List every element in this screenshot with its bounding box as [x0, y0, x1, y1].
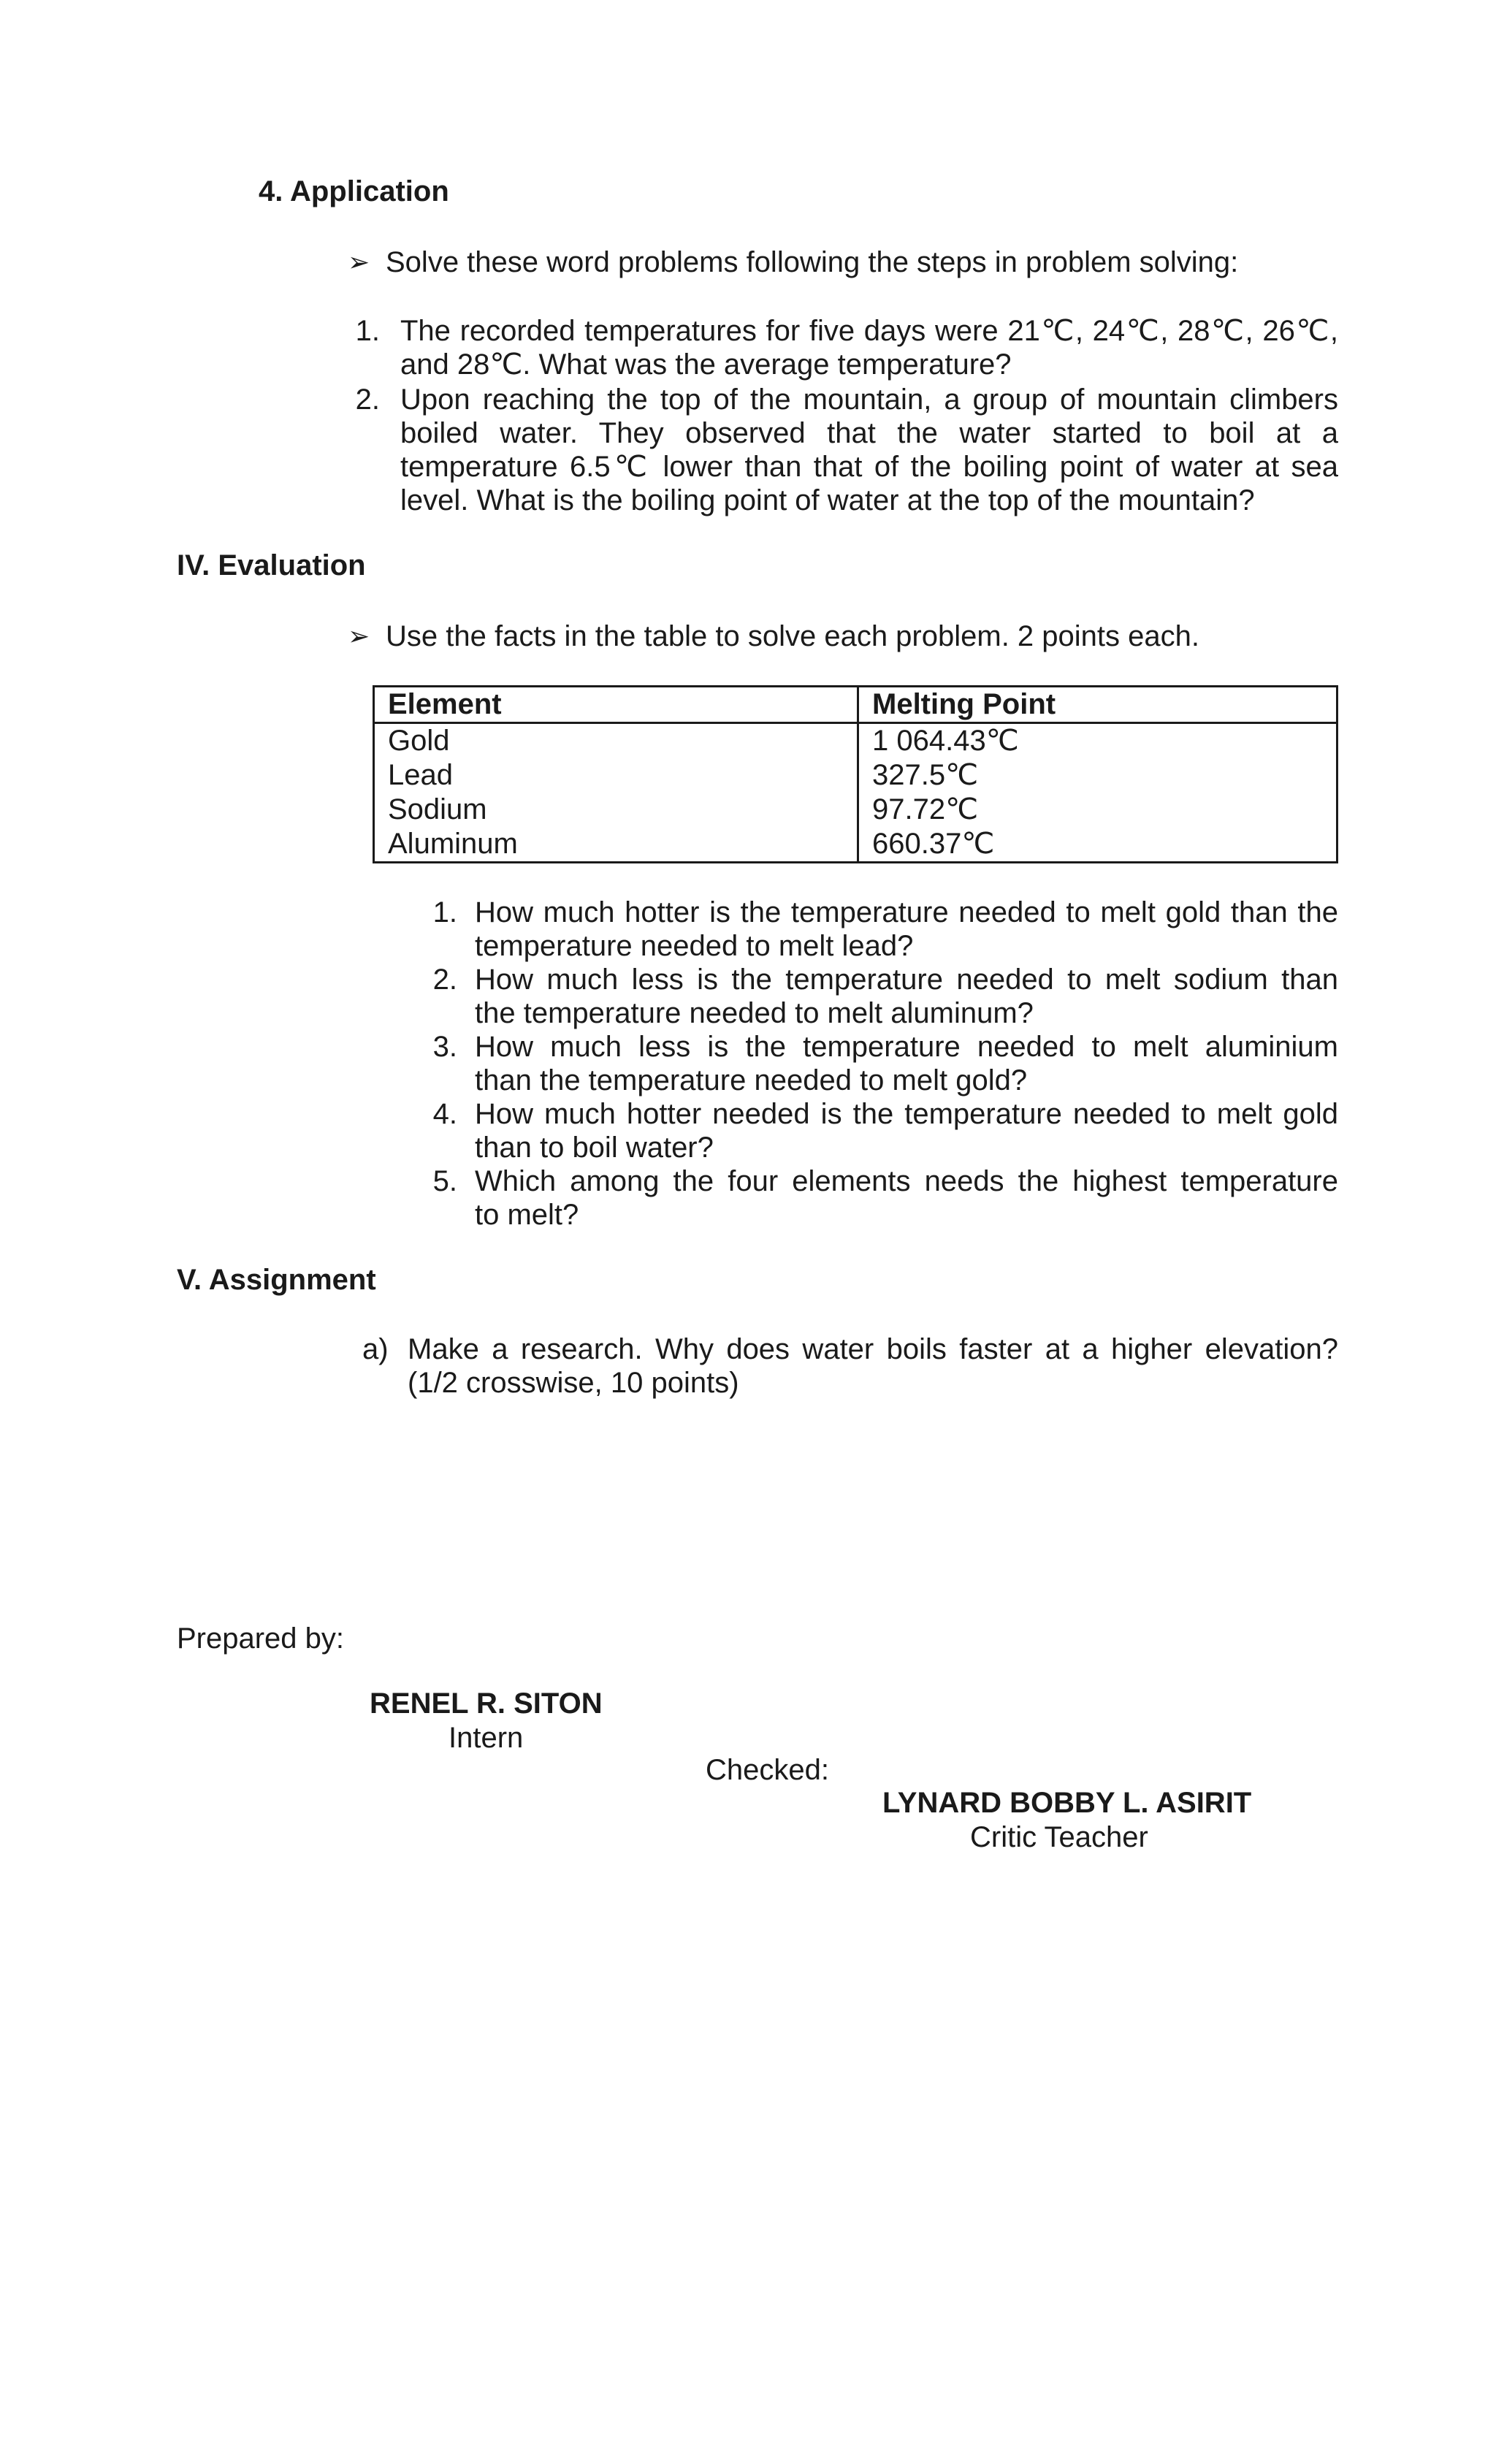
- assignment-heading: V. Assignment: [177, 1264, 376, 1296]
- melting-point-cell: 660.37℃: [872, 828, 995, 860]
- question-line: to melt?: [475, 1199, 579, 1231]
- table-row: [374, 723, 1337, 759]
- evaluation-question: [428, 1097, 1338, 1164]
- melting-point-cell: 1 064.43℃: [872, 725, 1019, 757]
- element-cell: Aluminum: [374, 827, 858, 863]
- column-header-element: Element: [374, 687, 858, 723]
- checker-role: Critic Teacher: [970, 1821, 1148, 1853]
- evaluation-question: [428, 963, 1338, 1030]
- question-number: 2.: [432, 964, 457, 996]
- table-row: [374, 793, 1337, 827]
- assignment-line: (1/2 crosswise, 10 points): [408, 1367, 739, 1399]
- problem-line: temperature 6.5℃ lower than that of the boiling point of water at sea: [400, 451, 1338, 483]
- melting-point-cell: 327.5℃: [872, 759, 979, 791]
- question-line: Which among the four elements needs the highest temperature: [475, 1165, 1338, 1197]
- table-row: [374, 758, 1337, 793]
- question-number: 1.: [432, 896, 457, 928]
- preparer-name: RENEL R. SITON: [370, 1687, 603, 1720]
- melting-point-table: [373, 685, 1338, 863]
- arrow-bullet-icon: ➢: [348, 247, 370, 277]
- prepared-by-label: Prepared by:: [177, 1622, 345, 1655]
- preparer-role: Intern: [449, 1722, 524, 1754]
- problem-line: The recorded temperatures for five days were 21℃, 24℃, 28℃, 26℃,: [400, 315, 1338, 347]
- question-line: than to boil water?: [475, 1132, 714, 1164]
- checked-label: Checked:: [706, 1754, 829, 1786]
- problem-line: and 28℃. What was the average temperature?: [400, 348, 1012, 381]
- problem-line: Upon reaching the top of the mountain, a group of mountain climbers: [400, 384, 1338, 416]
- problem-line: level. What is the boiling point of water at the top of the mountain?: [400, 484, 1255, 516]
- column-header-melting-point: Melting Point: [858, 687, 1337, 723]
- problem-line: boiled water. They observed that the water started to boil at a: [400, 417, 1338, 449]
- question-line: than the temperature needed to melt gold?: [475, 1064, 1028, 1096]
- question-number: 3.: [432, 1031, 457, 1063]
- question-number: 4.: [432, 1098, 457, 1130]
- evaluation-question: [428, 1164, 1338, 1232]
- problem-number: 2.: [355, 384, 380, 416]
- evaluation-instruction-text: Use the facts in the table to solve each problem. 2 points each.: [386, 620, 1199, 652]
- question-line: temperature needed to melt lead?: [475, 930, 914, 962]
- application-problem: [351, 383, 1338, 517]
- question-line: the temperature needed to melt aluminum?: [475, 997, 1034, 1029]
- application-heading: 4. Application: [259, 175, 449, 207]
- melting-point-cell: 97.72℃: [872, 793, 979, 825]
- checker-name: LYNARD BOBBY L. ASIRIT: [882, 1787, 1252, 1819]
- element-cell: Sodium: [374, 793, 858, 827]
- element-cell: Lead: [374, 758, 858, 793]
- question-line: How much hotter needed is the temperature needed to melt gold: [475, 1098, 1338, 1130]
- question-line: How much less is the temperature needed to melt sodium than: [475, 964, 1338, 996]
- arrow-bullet-icon: ➢: [348, 621, 370, 651]
- application-problem: [351, 314, 1338, 381]
- table-header-row: [374, 687, 1337, 723]
- evaluation-question: [428, 1030, 1338, 1097]
- table-row: [374, 827, 1337, 863]
- evaluation-heading: IV. Evaluation: [177, 549, 366, 581]
- assignment-letter: a): [362, 1333, 389, 1365]
- problem-number: 1.: [355, 315, 380, 347]
- assignment-item: [362, 1332, 1338, 1400]
- question-line: How much hotter is the temperature needed to melt gold than the: [475, 896, 1338, 928]
- question-number: 5.: [432, 1165, 457, 1197]
- element-cell: Gold: [374, 723, 858, 759]
- assignment-line: Make a research. Why does water boils faster at a higher elevation?: [408, 1333, 1338, 1365]
- evaluation-question: [428, 896, 1338, 963]
- question-line: How much less is the temperature needed to melt aluminium: [475, 1031, 1338, 1063]
- application-instruction-text: Solve these word problems following the steps in problem solving:: [386, 246, 1239, 278]
